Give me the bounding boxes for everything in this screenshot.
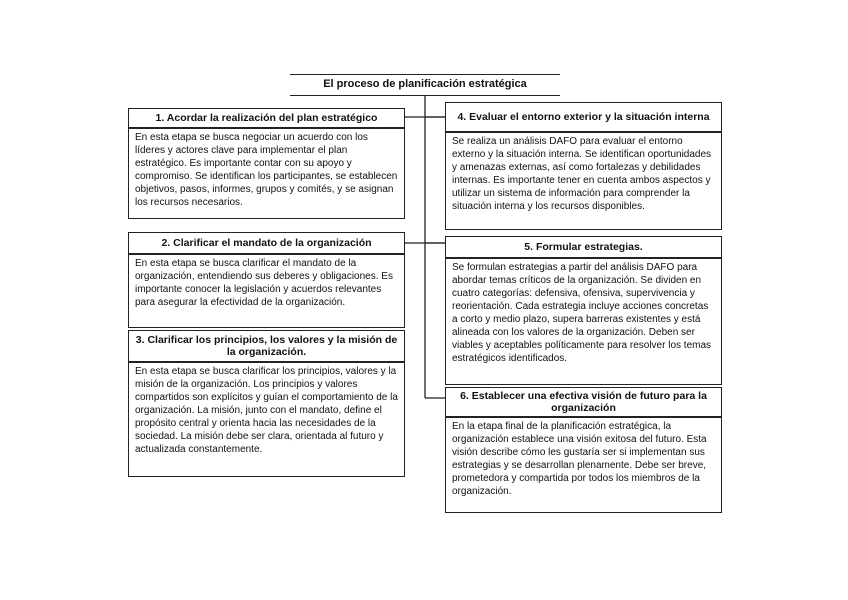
step-4-body: Se realiza un análisis DAFO para evaluar el entorno externo y la situación interna. Se identifican oportunidades y amenazas externas, así como fortalezas y debilidades internas. Es importante tener en cuenta ambos aspectos y utilizar un sistema de información para comprender la situación interna y los recursos disponibles.: [445, 132, 722, 230]
step-2-body: En esta etapa se busca clarificar el mandato de la organización, entendiendo sus deberes y obligaciones. Es importante conocer la legislación y acuerdos relevantes para asegurar la efectividad de la organización.: [128, 254, 405, 328]
diagram-title: El proceso de planificación estratégica: [290, 74, 560, 96]
step-6-body: En la etapa final de la planificación estratégica, la organización establece una visión exitosa del futuro. Esta visión describe cómo les gustaría ser si implementan sus estrategias y se desarrollan plenamente. Debe ser breve, prometedora y compartida por todos los miembros de la organización.: [445, 417, 722, 513]
step-1-title: 1. Acordar la realización del plan estratégico: [128, 108, 405, 128]
step-3-body: En esta etapa se busca clarificar los principios, valores y la misión de la organización. Los principios y valores compartidos son explícitos y guían el comportamiento de la organización. La misión, junto con el mandato, define el propósito central y orienta hacia las necesidades de la sociedad. La misión debe ser clara, orientada al futuro y actualizada constantemente.: [128, 362, 405, 477]
step-5-body: Se formulan estrategias a partir del análisis DAFO para abordar temas críticos de la organización. Se dividen en cuatro categorías: defensiva, ofensiva, supervivencia y reorientación. Cada estrategia incluye acciones concretas a corto y medio plazo, supera barreras existentes y está alineada con los valores de la organización. Deben ser viables y aceptables políticamente para resolver los temas estratégicos identificados.: [445, 258, 722, 385]
step-5-title: 5. Formular estrategias.: [445, 236, 722, 258]
step-4-title: 4. Evaluar el entorno exterior y la situación interna: [445, 102, 722, 132]
step-2-title: 2. Clarificar el mandato de la organización: [128, 232, 405, 254]
step-6-title: 6. Establecer una efectiva visión de futuro para la organización: [445, 387, 722, 417]
step-1-body: En esta etapa se busca negociar un acuerdo con los líderes y actores clave para implementar el plan estratégico. Es importante contar con su apoyo y compromiso. Se identifican los participantes, se establecen objetivos, pasos, informes, grupos y comités, y se asignan los recursos necesarios.: [128, 128, 405, 219]
step-3-title: 3. Clarificar los principios, los valores y la misión de la organización.: [128, 330, 405, 362]
